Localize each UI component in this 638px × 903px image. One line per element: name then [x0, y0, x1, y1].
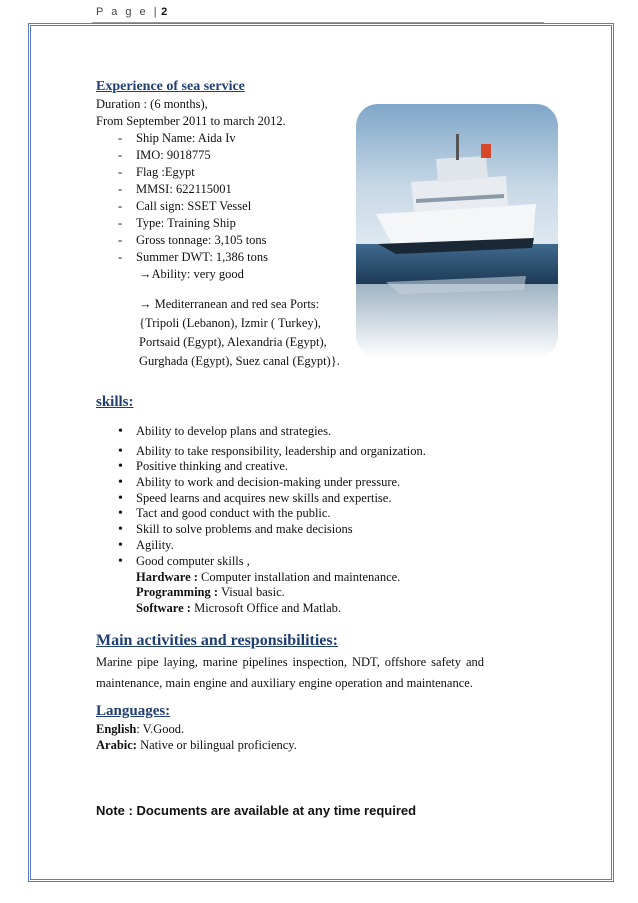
skills-heading: skills:	[96, 394, 134, 410]
list-item: - Gross tonnage: 3,105 tons	[96, 232, 268, 249]
activities-text: Marine pipe laying, marine pipelines inspection, NDT, offshore safety and maintenance, main engine and auxiliary engine operation and maintenance.	[96, 655, 484, 690]
software-label: Software :	[136, 601, 191, 615]
page-word: P a g e	[96, 6, 149, 18]
ports-line: Gurghada (Egypt), Suez canal (Egypt)}.	[139, 354, 340, 368]
list-item: • Ability to develop plans and strategies.	[118, 424, 426, 440]
page-header	[96, 6, 167, 18]
ports-intro: → Mediterranean and red sea Ports:	[139, 297, 320, 311]
list-item: - Ship Name: Aida Iv	[96, 130, 268, 147]
english-label: English	[96, 722, 137, 736]
ports-line: Portsaid (Egypt), Alexandria (Egypt),	[139, 335, 327, 349]
list-item: • Agility.	[118, 538, 426, 554]
list-item: • Good computer skills ,	[118, 554, 426, 570]
experience-heading: Experience of sea service	[96, 79, 245, 94]
arabic-label: Arabic:	[96, 738, 137, 752]
list-item: • Ability to take responsibility, leadership and organization.	[118, 444, 426, 460]
hardware-line	[136, 570, 400, 586]
list-item: - Flag :Egypt	[96, 164, 268, 181]
software-value: Microsoft Office and Matlab.	[190, 601, 342, 615]
ports-line: {Tripoli (Lebanon), Izmir ( Turkey),	[139, 316, 321, 330]
ship-photo	[356, 104, 558, 358]
page-separator: |	[153, 6, 160, 18]
programming-line	[136, 585, 285, 601]
arabic-line	[96, 737, 297, 753]
duration-text: Duration : (6 months),	[96, 97, 208, 111]
list-item: - Type: Training Ship	[96, 215, 268, 232]
list-item: • Speed learns and acquires new skills and expertise.	[118, 491, 426, 507]
list-item: - Call sign: SSET Vessel	[96, 198, 268, 215]
programming-label: Programming :	[136, 585, 219, 599]
hardware-label: Hardware :	[136, 570, 198, 584]
english-value: : V.Good.	[136, 722, 185, 736]
list-item: - Summer DWT: 1,386 tons	[96, 249, 268, 266]
activities-heading: Main activities and responsibilities:	[96, 632, 338, 649]
ability-text: →Ability: very good	[139, 267, 244, 281]
list-item: - IMO: 9018775	[96, 147, 268, 164]
software-line	[136, 601, 341, 617]
english-line	[96, 721, 184, 737]
arabic-value: Native or bilingual proficiency.	[136, 738, 297, 752]
ports-list	[139, 314, 340, 371]
list-item: • Tact and good conduct with the public.	[118, 506, 426, 522]
ship-details-list	[96, 130, 268, 266]
page-number: 2	[161, 6, 168, 18]
programming-value: Visual basic.	[218, 585, 285, 599]
hardware-value: Computer installation and maintenance.	[197, 570, 401, 584]
skills-list	[118, 424, 426, 569]
list-item: • Positive thinking and creative.	[118, 459, 426, 475]
list-item: • Skill to solve problems and make decisions	[118, 522, 426, 538]
list-item: - MMSI: 622115001	[96, 181, 268, 198]
list-item: • Ability to work and decision-making under pressure.	[118, 475, 426, 491]
documents-note: Note : Documents are available at any time required	[96, 803, 417, 818]
from-text: From September 2011 to march 2012.	[96, 114, 286, 128]
languages-heading: Languages:	[96, 703, 171, 719]
